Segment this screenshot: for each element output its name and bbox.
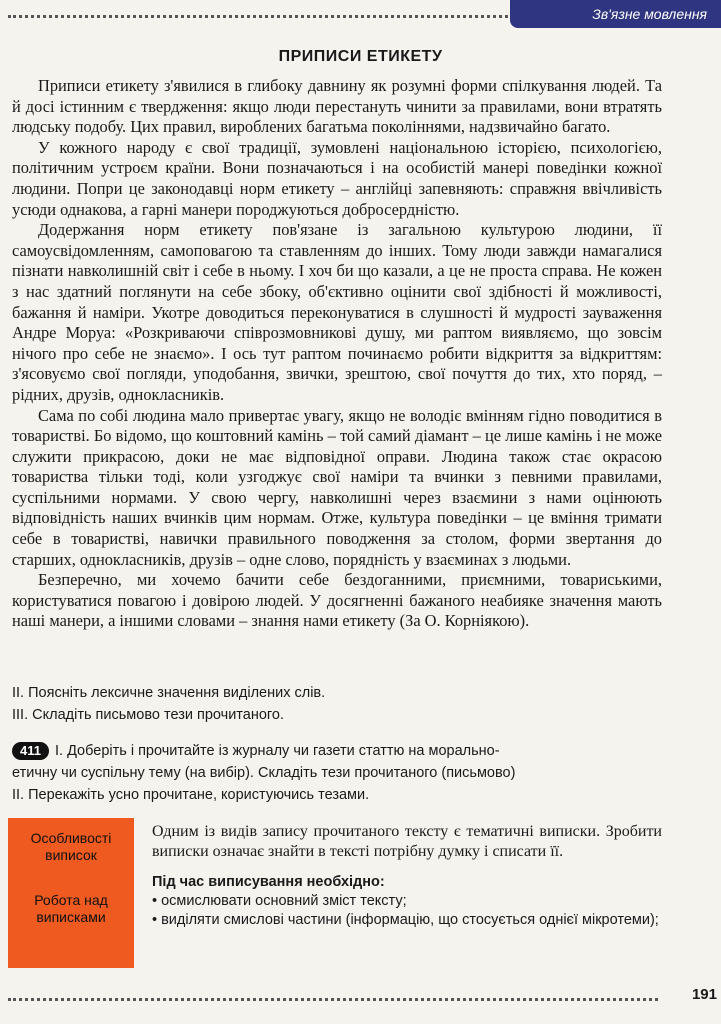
topic-sidebar-box xyxy=(8,818,134,968)
article-paragraph-4: Сама по собі людина мало привертає увагу, якщо не володіє вмінням гідно поводитися в товаристві. Бо відомо, що коштовний камінь – той самий діамант – це лише камінь і не може служити прикрасою, доки не має відповідної оправи. Людина також стає окрасою товариства тільки тоді, коли узгоджує свої наміри та вчинки з певними правилами, суспільними нормами. У свою чергу, навколишні через взаємини з нами оцінюють відповідність наших вчинків цим нормам. Отже, культура поведінки – це вміння тримати себе в товаристві, навички правильного поводження за столом, форми звертання до старших, однокласників, друзів – одне слово, порядність у взаєминах з людьми. xyxy=(12,405,662,569)
article-paragraph-3: Додержання норм етикету пов'язане із загальною культурою людини, її самоусвідомленням, самоповагою та ставленням до інших. Тому люди завжди намагалися пізнати навколишній світ і себе в ньому. І хоч би що казали, а це не проста справа. Не кожен з нас здатний поглянути на себе збоку, об'єктивно оцінити свої здібності й можливості, бажання й наміри. Укотре доводиться переконуватися в слушності й мудрості зауваження Андре Моруа: «Розкриваючи співрозмовникові душу, ми раптом виявляємо, що зовсім нічого про себе не знаємо». І ось тут раптом починаємо робити відкриття за відкриттям: з'ясовуємо свої погляди, уподобання, звички, зрештою, свої почуття до тих, хто поряд, – рідних, друзів, однокласників. xyxy=(12,220,662,404)
exercise-line-1: I. Доберіть і прочитайте із журналу чи газети статтю на морально- xyxy=(54,743,500,759)
exercise-411 xyxy=(12,740,672,806)
rule-bullet-2: • виділяти смислові частини (інформацію, що стосується однієї мікротеми); xyxy=(152,912,659,928)
exercise-line-3: II. Перекажіть усно прочитане, користуючись тезами. xyxy=(12,787,370,803)
header-dotted-rule xyxy=(8,15,508,18)
rule-bullet-1: • осмислювати основний зміст тексту; xyxy=(152,893,407,909)
exercise-line-2: етичну чи суспільну тему (на вибір). Складіть тези прочитаного (письмово) xyxy=(12,765,516,781)
task-list xyxy=(12,682,672,726)
rule-box xyxy=(152,822,662,930)
rule-heading: Під час виписування необхідно: xyxy=(152,874,385,890)
article-paragraph-1: Приписи етикету з'явилися в глибоку давнину як розумні форми спілкування людей. Та й досі істинним є твердження: якщо люди перестануть чинити за правилами, вони втратять людську подобу. Цих правил, вироблених багатьма поколіннями, надзвичайно багато. xyxy=(12,76,662,137)
footer-dotted-rule xyxy=(8,998,658,1001)
article-paragraph-2: У кожного народу є свої традиції, зумовлені національною історією, психологією, політичним устроєм країни. Вони позначаються і на особистій манері поведінки кожної людини. Попри це законодавці норм етикету – англійці запевняють: справжня ввічливість усюди однакова, а гарні манери породжуються добросердністю. xyxy=(12,137,662,219)
article-paragraph-5: Безперечно, ми хочемо бачити себе бездоганними, приємними, товариськими, користуватися повагою і довірою людей. У досягненні бажаного неабияке значення мають наші манери, а іншими словами – знання нами етикету (За О. Корніякою). xyxy=(12,570,662,631)
article-body xyxy=(12,76,662,632)
header-band xyxy=(0,0,721,40)
sidebar-label-work: Робота над виписками xyxy=(34,892,108,925)
task-2: II. Поясніть лексичне значення виділених слів. xyxy=(12,685,326,701)
section-tab: Зв'язне мовлення xyxy=(510,0,721,28)
exercise-number-badge: 411 xyxy=(12,742,49,760)
page-number: 191 xyxy=(691,986,717,1003)
rule-intro: Одним із видів запису прочитаного тексту є тематичні виписки. Зробити виписки означає знайти в тексті потрібну думку і списати її. xyxy=(152,823,662,860)
task-3: III. Складіть письмово тези прочитаного. xyxy=(12,707,284,723)
article-title: ПРИПИСИ ЕТИКЕТУ xyxy=(278,48,443,65)
sidebar-label-features: Особливості виписок xyxy=(30,830,112,863)
